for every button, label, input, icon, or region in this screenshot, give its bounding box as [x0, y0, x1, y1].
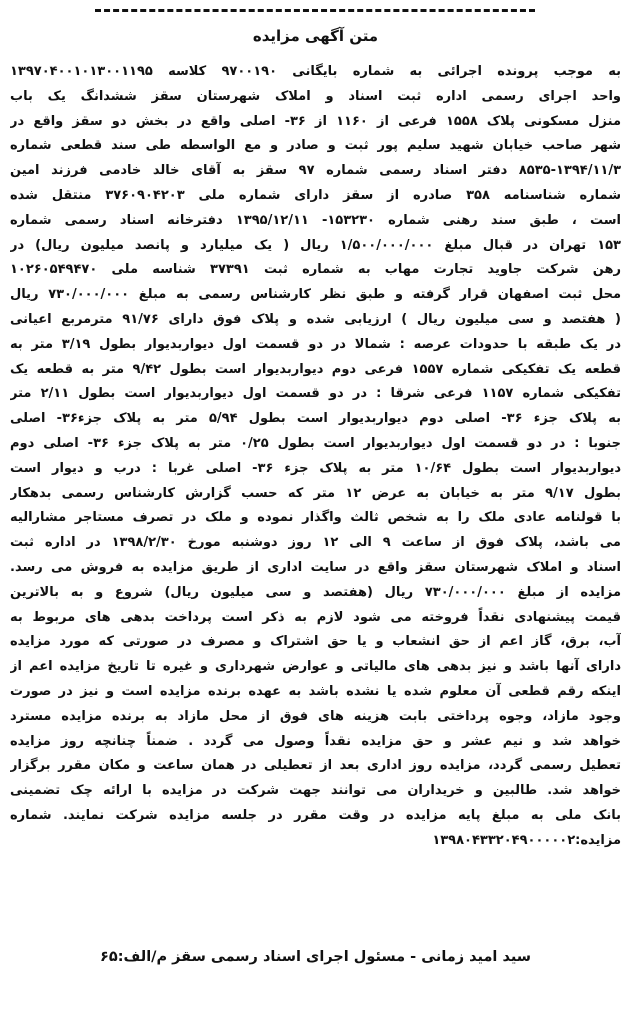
- notice-line: ۱۵۳ تهران در قبال مبلغ ۱/۵۰۰/۰۰۰/۰۰۰ ریال ( یک میلیارد و پانصد میلیون ریال) در: [10, 237, 621, 253]
- notice-line: دیواربدیوار است بطول ۱۰/۶۴ متر به پلاک جزء ۳۶- اصلی غربا : درب و دیوار است: [10, 460, 621, 476]
- notice-line: با قولنامه عادی ملک را به شخص ثالث واگذار نموده و ملک در تصرف مستاجر مشارالیه: [10, 510, 621, 526]
- top-dashed-divider: [95, 9, 535, 12]
- notice-line: بطول ۹/۱۷ متر به خیابان به عرض ۱۲ متر که حسب گزارش کارشناس رسمی بدهکار: [10, 485, 621, 501]
- notice-signature: سید امید زمانی - مسئول اجرای اسناد رسمی سقز م/الف:۶۵: [99, 949, 531, 965]
- notice-line: محل ثبت اصفهان قرار گرفته و طبق نظر کارشناس رسمی به مبلغ ۷۳۰/۰۰۰/۰۰۰ ریال: [10, 287, 621, 303]
- notice-line: قیمت پیشنهادی نقداً فروخته می شود لازم به ذکر است پرداخت بدهی های مربوط به: [10, 609, 621, 625]
- notice-line: به موجب پرونده اجرائی به شماره بایگانی ۹۷۰۰۱۹۰ کلاسه ۱۳۹۷۰۴۰۰۱۰۱۳۰۰۱۱۹۵: [10, 64, 621, 79]
- notice-line: رهن شرکت جاوید تجارت مهاب به شماره ثبت ۳۷۳۹۱ شناسه ملی ۱۰۲۶۰۵۴۹۴۷۰: [10, 262, 621, 278]
- notice-line: شماره شناسنامه ۳۵۸ صادره از سقز دارای شماره ملی ۳۷۶۰۹۰۴۲۰۳ منتقل شده: [10, 187, 621, 203]
- notice-line: خواهد شد و نیم عشر و حق مزایده نقداً وصول می گردد . ضمناً چنانچه روز مزایده: [10, 733, 621, 749]
- notice-line: مزایده:۱۳۹۸۰۴۳۳۲۰۴۹۰۰۰۰۰۲: [432, 832, 621, 848]
- notice-line: اسناد و املاک شهرستان سقز واقع در سایت اداری از طریق مزایده به فروش می رسد.: [10, 559, 621, 575]
- notice-line: تعطیل رسمی گردد، مزایده روز اداری بعد از تعطیلی در همان ساعت و مکان مقرر برگزار: [10, 758, 621, 774]
- notice-title: متن آگهی مزایده: [252, 27, 379, 45]
- notice-line: وجود مازاد، وجوه پرداختی بابت هزینه های فوق از محل مازاد به برنده مزایده مسترد: [10, 708, 621, 724]
- notice-line: آب، برق، گاز اعم از حق انشعاب و یا حق اشتراک و مصرف در صورتی که مورد مزایده: [10, 634, 621, 650]
- notice-line: منزل مسکونی پلاک ۱۵۵۸ فرعی از ۱۱۶۰ از ۳۶- اصلی واقع در بخش دو سقز واقع در: [10, 113, 621, 129]
- notice-line: دارای آنها باشد و نیز بدهی های مالیاتی و عوارض شهرداری و غیره تا تاریخ مزایده اعم از: [10, 659, 621, 675]
- notice-line: است ، طبق سند رهنی شماره ۱۵۳۲۳۰- ۱۳۹۵/۱۲/۱۱ دفترخانه اسناد رسمی شماره: [10, 212, 621, 228]
- notice-line: خواهد شد. طالبین و خریداران می توانند جهت شرکت در مزایده با ارائه چک تضمینی: [10, 783, 621, 799]
- notice-line: می باشد، پلاک فوق از ساعت ۹ الی ۱۲ روز دوشنبه مورخ ۱۳۹۸/۲/۳۰ در اداره ثبت: [10, 535, 621, 551]
- notice-line: قطعه یک تفکیکی شماره ۱۵۵۷ فرعی دوم دیواربدیوار است بطول ۹/۴۲ متر به قطعه یک: [10, 361, 621, 377]
- notice-line: جنوبا : در دو قسمت اول دیواربدیوار است بطول ۰/۲۵ متر به پلاک جزء ۳۶- اصلی دوم: [10, 435, 621, 451]
- notice-line: در یک طبقه با حدودات عرصه : شمالا در دو قسمت اول دیواربدیوار بطول ۳/۱۹ متر به: [10, 336, 621, 352]
- notice-line: ۸۵۳۵-۱۳۹۴/۱۱/۳ دفتر اسناد رسمی شماره ۹۷ سقز به آقای خالد خادمی فرزند امین: [10, 163, 621, 179]
- notice-line: تفکیکی شماره ۱۱۵۷ فرعی شرقا : در دو قسمت اول دیواربدیوار است بطول ۲/۱۱ متر: [10, 386, 621, 402]
- notice-body: [10, 60, 621, 930]
- notice-line: واحد اجرای رسمی اداره ثبت اسناد و املاک شهرستان سقز ششدانگ یک باب: [10, 88, 621, 104]
- notice-line: اینکه رقم قطعی آن معلوم شده یا نشده باشد به عهده برنده مزایده است و نیز در صورت: [10, 683, 621, 699]
- notice-line: شهر صاحب خیابان شهید سلیم پور ثبت و صادر و مع الواسطه طی سند قطعی شماره: [10, 138, 621, 154]
- notice-line: مزایده از مبلغ ۷۳۰/۰۰۰/۰۰۰ ریال (هفتصد و سی میلیون ریال) شروع و به بالاترین: [10, 584, 621, 600]
- notice-line: بانک ملی به مبلغ پایه مزایده در وقت مقرر در جلسه مزایده شرکت نمایند. شماره: [10, 807, 621, 823]
- notice-line: به پلاک جزء ۳۶- اصلی دوم دیواربدیوار است بطول ۵/۹۴ متر به پلاک جزء۳۶- اصلی: [10, 411, 621, 427]
- notice-line: ( هفتصد و سی میلیون ریال ) ارزیابی شده و پلاک فوق دارای ۹۱/۷۶ مترمربع اعیانی: [10, 311, 621, 327]
